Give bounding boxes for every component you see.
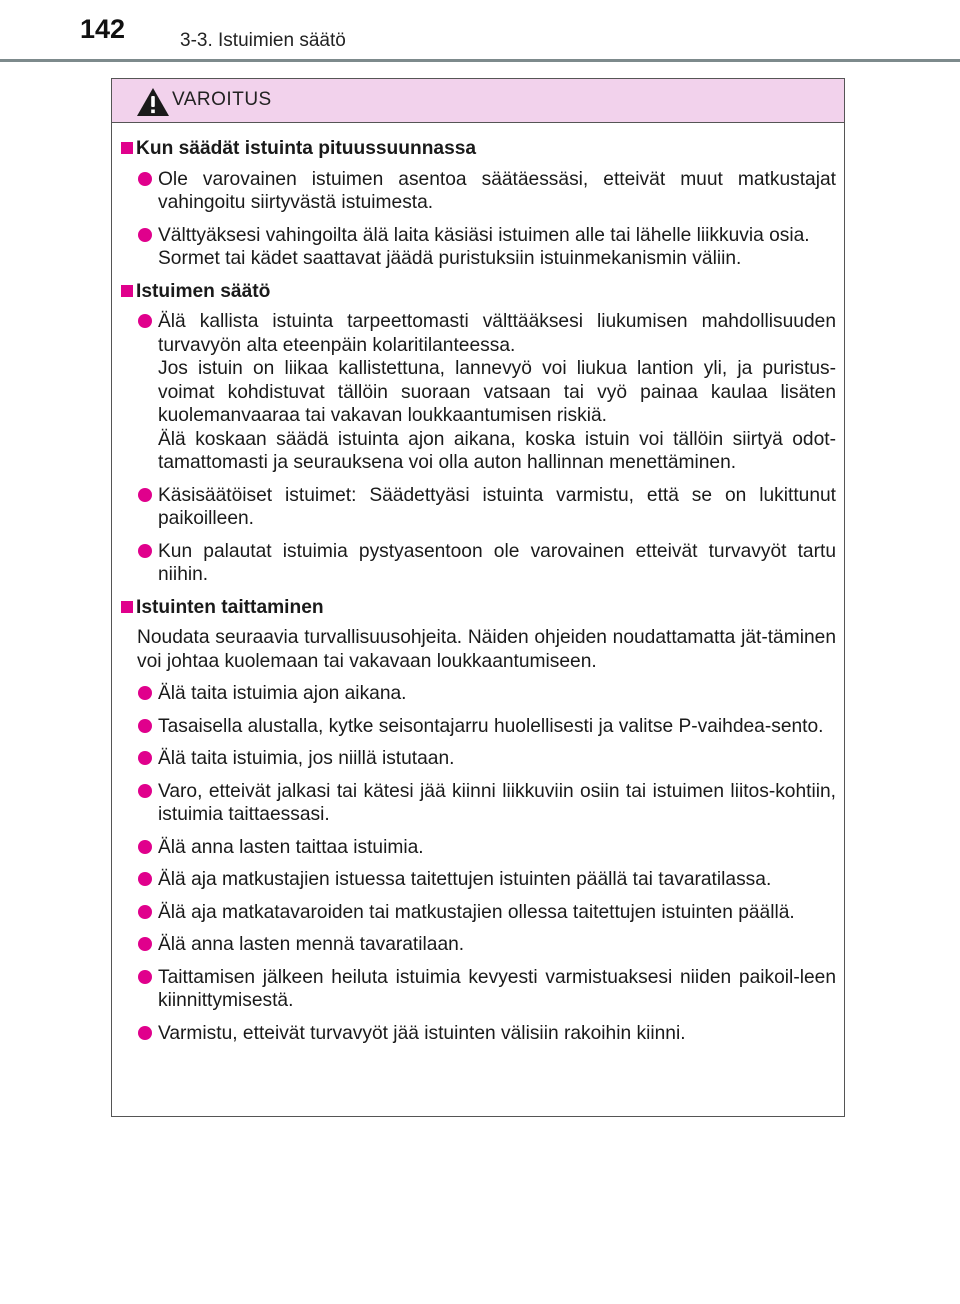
circle-bullet-icon [138,751,152,765]
section-heading [120,137,836,161]
bullet-text: Sormet tai kädet saattavat jäädä puristuksiin istuinmekanismin väliin. [158,248,742,269]
square-bullet-icon [121,285,133,297]
warning-section [120,596,836,1046]
circle-bullet-icon [138,314,152,328]
bullet-text: Älä aja matkatavaroiden tai matkustajien ollessa taitettujen istuinten päällä. [158,901,795,923]
circle-bullet-icon [138,872,152,886]
bullet-item [120,1022,836,1046]
section-heading-text: Istuimen säätö [136,280,271,302]
circle-bullet-icon [138,686,152,700]
bullet-text: Kun palautat istuimia pystyasentoon ole varovainen etteivät turvavyöt tartu niihin. [158,540,836,585]
page-number: 142 [80,14,126,44]
warning-title: VAROITUS [172,89,272,110]
bullet-item [120,966,836,1013]
header-divider [0,59,960,62]
circle-bullet-icon [138,784,152,798]
bullet-item [120,715,836,739]
circle-bullet-icon [138,1026,152,1040]
bullet-text: Älä koskaan säädä istuinta ajon aikana, koska istuin voi tällöin siirtyä odot-tamattomasti ja seurauksena voi olla auton hallinnan menettäminen. [158,428,836,473]
section-heading [120,596,836,620]
bullet-item [120,224,836,271]
section-intro: Noudata seuraavia turvallisuusohjeita. Näiden ohjeiden noudattamatta jät-täminen voi johtaa kuolemaan tai vakavaan loukkaantumiseen. [137,627,836,672]
warning-section [120,137,836,271]
bullet-text: Älä taita istuimia ajon aikana. [158,683,407,704]
circle-bullet-icon [138,488,152,502]
circle-bullet-icon [138,937,152,951]
bullet-item [120,747,836,771]
bullet-text: Älä anna lasten taittaa istuimia. [158,836,424,858]
square-bullet-icon [121,142,133,154]
bullet-item [120,310,836,475]
circle-bullet-icon [138,840,152,854]
circle-bullet-icon [138,172,152,186]
circle-bullet-icon [138,544,152,558]
circle-bullet-icon [138,970,152,984]
bullet-text: Älä taita istuimia, jos niillä istutaan. [158,748,455,769]
circle-bullet-icon [138,228,152,242]
bullet-item [120,780,836,827]
bullet-item [120,901,836,925]
bullet-text: Varmistu, etteivät turvavyöt jää istuinten välisiin rakoihin kiinni. [158,1022,686,1044]
warning-body [112,123,844,1045]
bullet-item [120,933,836,957]
bullet-item [120,868,836,892]
circle-bullet-icon [138,719,152,733]
warning-section [120,280,836,587]
section-title: 3-3. Istuimien säätö [180,30,346,51]
section-heading-text: Kun säädät istuinta pituussuunnassa [136,138,477,159]
bullet-text: Ole varovainen istuimen asentoa säätäessäsi, etteivät muut matkustajat vahingoitu siirtyvästä istuimesta. [158,168,836,213]
square-bullet-icon [121,601,133,613]
section-heading [120,280,836,304]
bullet-text: Älä anna lasten mennä tavaratilaan. [158,934,465,955]
warning-header [112,79,844,123]
bullet-item [120,540,836,587]
bullet-text: Välttyäksesi vahingoilta älä laita käsiäsi istuimen alle tai lähelle liikkuvia osia. [158,224,810,246]
bullet-text: Varo, etteivät jalkasi tai kätesi jää kiinni liikkuviin osiin tai istuimen liitos-kohtiin, istuimia taittaessasi. [158,780,836,825]
bullet-item [120,836,836,860]
bullet-text: Älä kallista istuinta tarpeettomasti välttääksesi liukumisen mahdollisuuden turvavyön alta eteenpäin kolaritilanteessa. [158,311,836,356]
warning-triangle-icon [136,87,170,117]
page-header [0,0,960,70]
bullet-item [120,168,836,215]
bullet-item [120,682,836,706]
bullet-text: Käsisäätöiset istuimet: Säädettyäsi istuinta varmistu, että se on lukittunut paikoilleen. [158,484,836,529]
bullet-item [120,484,836,531]
bullet-text: Jos istuin on liikaa kallistettuna, lannevyö voi liukua lantion yli, ja puristus-voimat kohdistuvat tällöin suoraan vatsaan tai vyö painaa kaulaa lisäten kuolemanvaaraa tai vakavan loukkaantumisen riskiä. [158,358,836,426]
warning-box [111,78,845,1117]
bullet-text: Älä aja matkustajien istuessa taitettujen istuinten päällä tai tavaratilassa. [158,869,772,890]
section-heading-text: Istuinten taittaminen [136,596,324,618]
circle-bullet-icon [138,905,152,919]
bullet-text: Tasaisella alustalla, kytke seisontajarru huolellisesti ja valitse P-vaihdea-sento. [158,715,824,737]
bullet-text: Taittamisen jälkeen heiluta istuimia kevyesti varmistuaksesi niiden paikoil-leen kiinnittymisestä. [158,966,836,1011]
